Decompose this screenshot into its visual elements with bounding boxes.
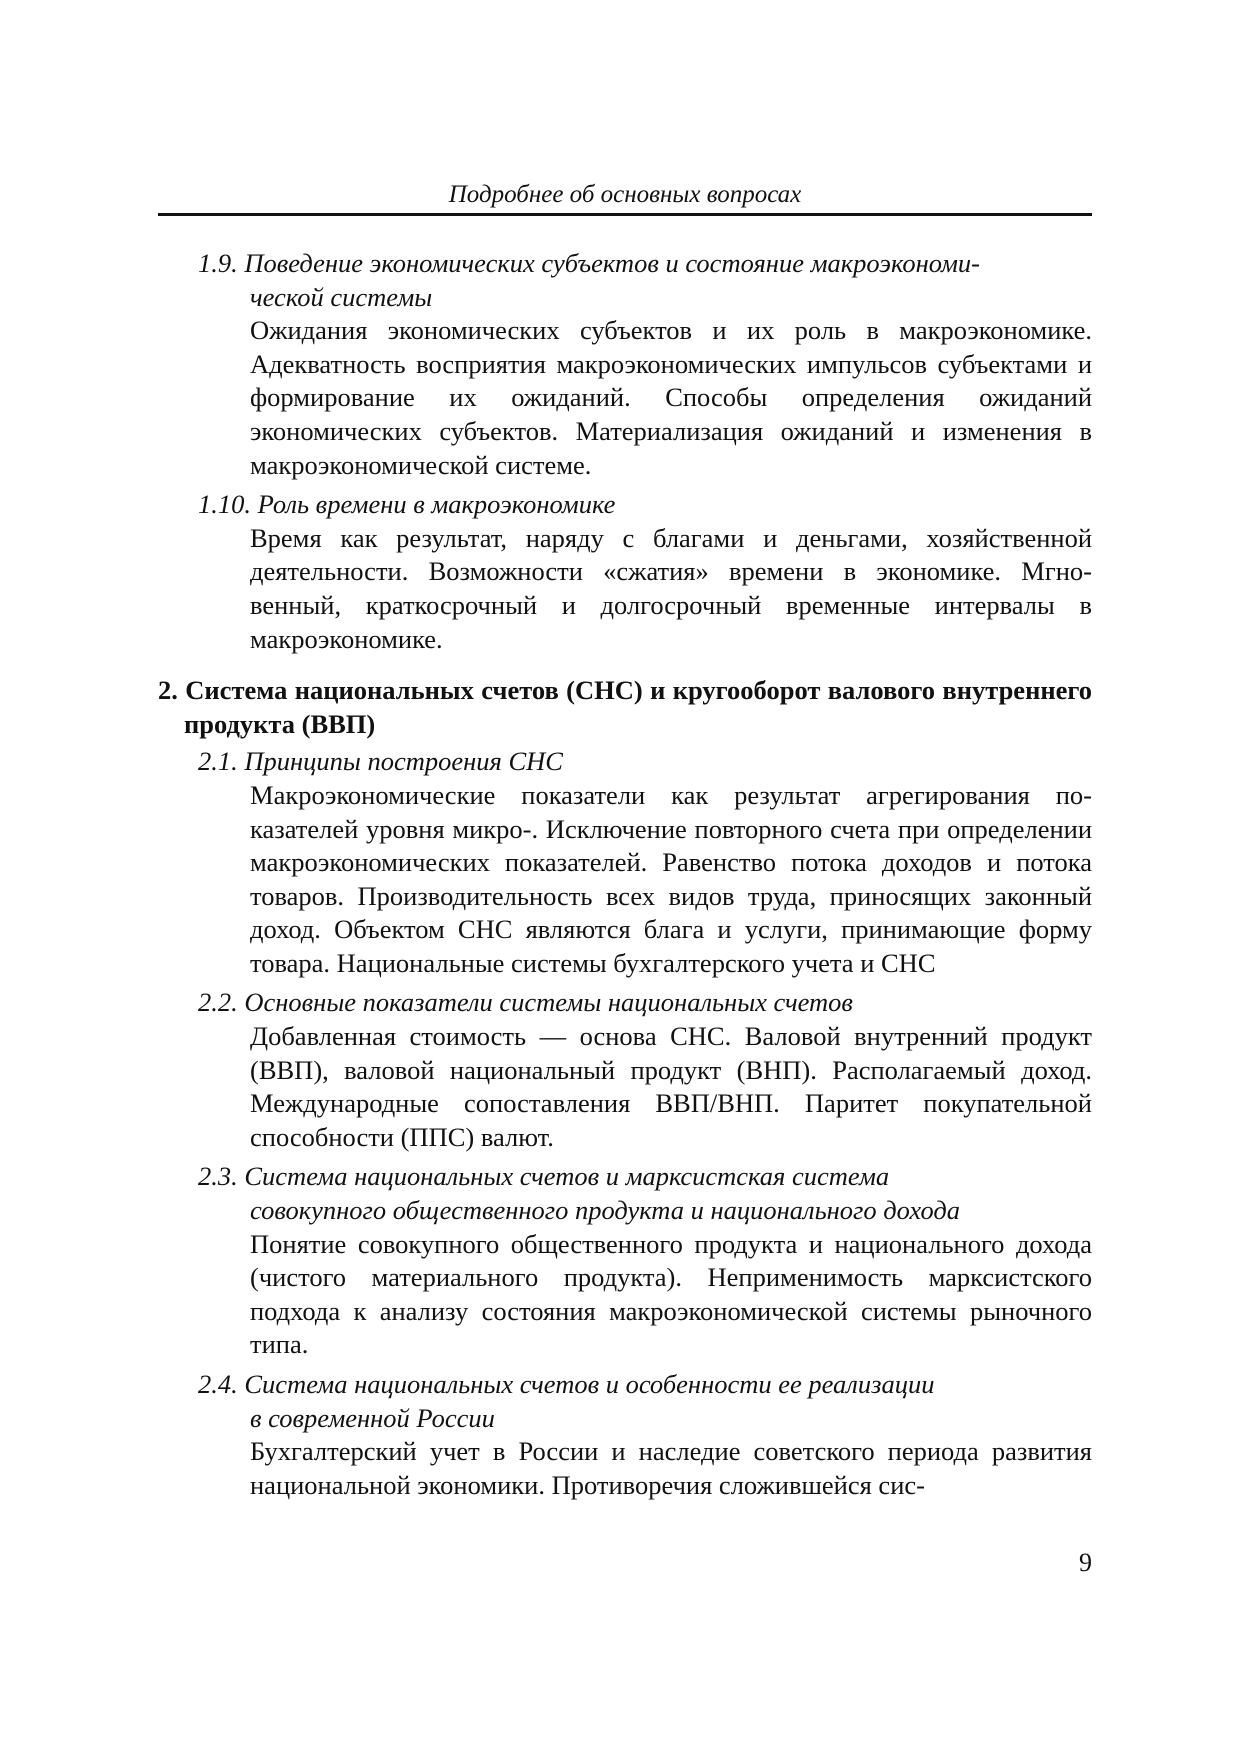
subsection-title: [198, 1368, 1092, 1435]
subsection-title: 1.10. Роль времени в макроэкономике: [198, 489, 616, 520]
subsection-title-line: 2.3. Система национальных счетов и марксистская система: [198, 1161, 890, 1192]
subsection-2-2: [158, 986, 1092, 1154]
subsection-title-line: в современной России: [250, 1402, 495, 1433]
subsection-title-line: 1.9. Поведение экономических субъектов и состояние макроэкономи-: [198, 248, 980, 278]
subsection-2-3: [158, 1160, 1092, 1362]
subsection-2-4: [158, 1368, 1092, 1502]
subsection-body: Макроэкономические показатели как результат агрегирования показателей уровня микро-. Исключение повторного счета при определении макроэкономических показателей. Равенство потока доходов и потока товаров. Производительность всех видов труда, приносящих законный доход. Объектом СНС являются блага и услуги, принимающие форму товара. Национальные системы бухгалтерского учета и СНС: [250, 779, 1092, 978]
subsection-title-line: 2.4. Система национальных счетов и особенности ее реализации: [198, 1369, 935, 1399]
subsection-body: Бухгалтерский учет в России и наследие советского периода развития национальной экономики. Противоречия сложившейся сис-: [250, 1436, 1092, 1500]
header-rule: [158, 213, 1092, 216]
subsection-1-9: [158, 247, 1092, 482]
subsection-title-line: совокупного общественного продукта и национального дохода: [250, 1195, 961, 1226]
page-content: [158, 247, 1092, 1508]
section-title: 2. Система национальных счетов (СНС) и кругооборот валового внутреннего продукта (ВВП): [158, 675, 1092, 739]
subsection-title: [198, 247, 1092, 314]
subsection-body: Добавленная стоимость — основа СНС. Валовой внутренний продукт (ВВП), валовой национальный продукт (ВНП). Располагаемый доход. Международные сопоставления ВВП/ВНП. Паритет покупательной способности (ППС) валют.: [250, 1021, 1092, 1152]
page-number: 9: [1079, 1548, 1092, 1577]
subsection-1-10: [158, 488, 1092, 656]
subsection-2-1: [158, 745, 1092, 980]
subsection-body: Ожидания экономических субъектов и их роль в макроэкономике. Адекватность восприятия макроэкономических импульсов субъектами и формирование их ожиданий. Способы определения ожиданий экономических субъектов. Материализация ожиданий и изменения в макроэкономической системе.: [250, 315, 1092, 480]
subsection-body: Понятие совокупного общественного продукта и национального дохода (чистого материального продукта). Неприменимость марксистского подхода к анализу состояния макроэкономической системы рыночного типа.: [250, 1228, 1092, 1360]
subsection-body: Время как результат, наряду с благами и деньгами, хозяйственной деятельности. Возможности «сжатия» времени в экономике. Мгновенный, краткосрочный и долгосрочный временные интервалы в макроэкономике.: [250, 522, 1092, 654]
subsection-title: 2.2. Основные показатели системы национальных счетов: [198, 987, 853, 1018]
subsection-title: 2.1. Принципы построения СНС: [198, 746, 563, 777]
running-head: Подробнее об основных вопросах: [448, 181, 802, 208]
subsection-title: [198, 1160, 1092, 1227]
subsection-title-line: ческой системы: [250, 281, 433, 312]
